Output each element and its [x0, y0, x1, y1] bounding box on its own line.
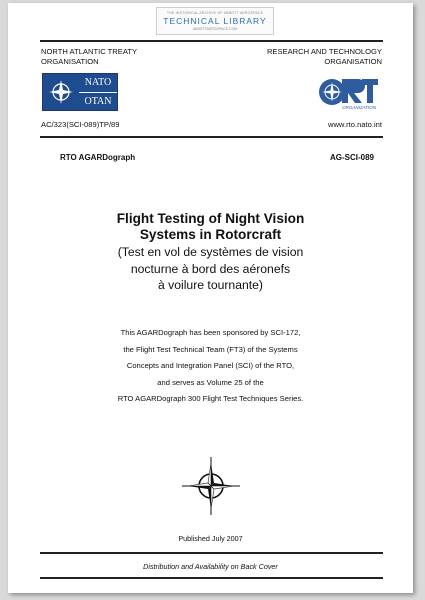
rto-org-name [267, 47, 382, 66]
distribution-note: Distribution and Availability on Back Cover [143, 562, 278, 571]
sponsor-statement [8, 325, 413, 408]
sponsor-line: This AGARDograph has been sponsored by SCI-172, [120, 328, 301, 337]
technical-library-banner [156, 7, 274, 35]
french-title-line3: à voilure tournante) [157, 278, 263, 292]
nato-org-name [41, 47, 137, 66]
sponsor-line: RTO AGARDograph 300 Flight Test Techniques Series. [117, 394, 304, 403]
rto-organization-word: ORGANIZATION [342, 105, 376, 110]
otan-word: OTAN [79, 92, 117, 111]
banner-top-text: THE HISTORICAL ARCHIVE OF ABBOTT AEROSPACE [166, 11, 264, 15]
publication-date: Published July 2007 [178, 534, 243, 543]
title-line1: Flight Testing of Night Vision [116, 211, 305, 226]
sponsor-line: and serves as Volume 25 of the [157, 377, 264, 387]
series-name: RTO AGARDograph [60, 153, 136, 162]
nato-otan-logo [42, 73, 118, 111]
nato-org-line2: ORGANISATION [41, 56, 99, 66]
nato-compass-icon [43, 74, 79, 110]
document-number: AC/323(SCI-089)TP/89 [41, 120, 120, 129]
banner-main-text: TECHNICAL LIBRARY [163, 16, 267, 26]
top-rule [40, 40, 383, 42]
title-block [8, 211, 413, 293]
rto-org-line2: ORGANISATION [324, 56, 382, 66]
bottom-rule [40, 552, 383, 554]
ref-rule [40, 136, 383, 138]
nato-org-line1: NORTH ATLANTIC TREATY [41, 47, 138, 56]
nato-word: NATO [79, 74, 117, 92]
rto-logo [310, 75, 380, 111]
document-page [8, 3, 413, 593]
rto-website: www.rto.nato.int [327, 120, 382, 129]
footer-rule [40, 577, 383, 579]
title-line2: Systems in Rotorcraft [139, 227, 282, 242]
series-code: AG-SCI-089 [329, 153, 374, 162]
rto-org-line1: RESEARCH AND TECHNOLOGY [266, 47, 382, 56]
sponsor-line: the Flight Test Technical Team (FT3) of the Systems [123, 344, 298, 354]
nato-compass-rose-icon [180, 455, 242, 517]
banner-sub-text: ABBOTTAEROSPACE.COM [192, 27, 238, 31]
french-title-line2: nocturne à bord des aéronefs [130, 261, 291, 276]
sponsor-line: Concepts and Integration Panel (SCI) of the RTO, [126, 361, 295, 370]
french-title-line1: (Test en vol de systèmes de vision [117, 245, 304, 259]
